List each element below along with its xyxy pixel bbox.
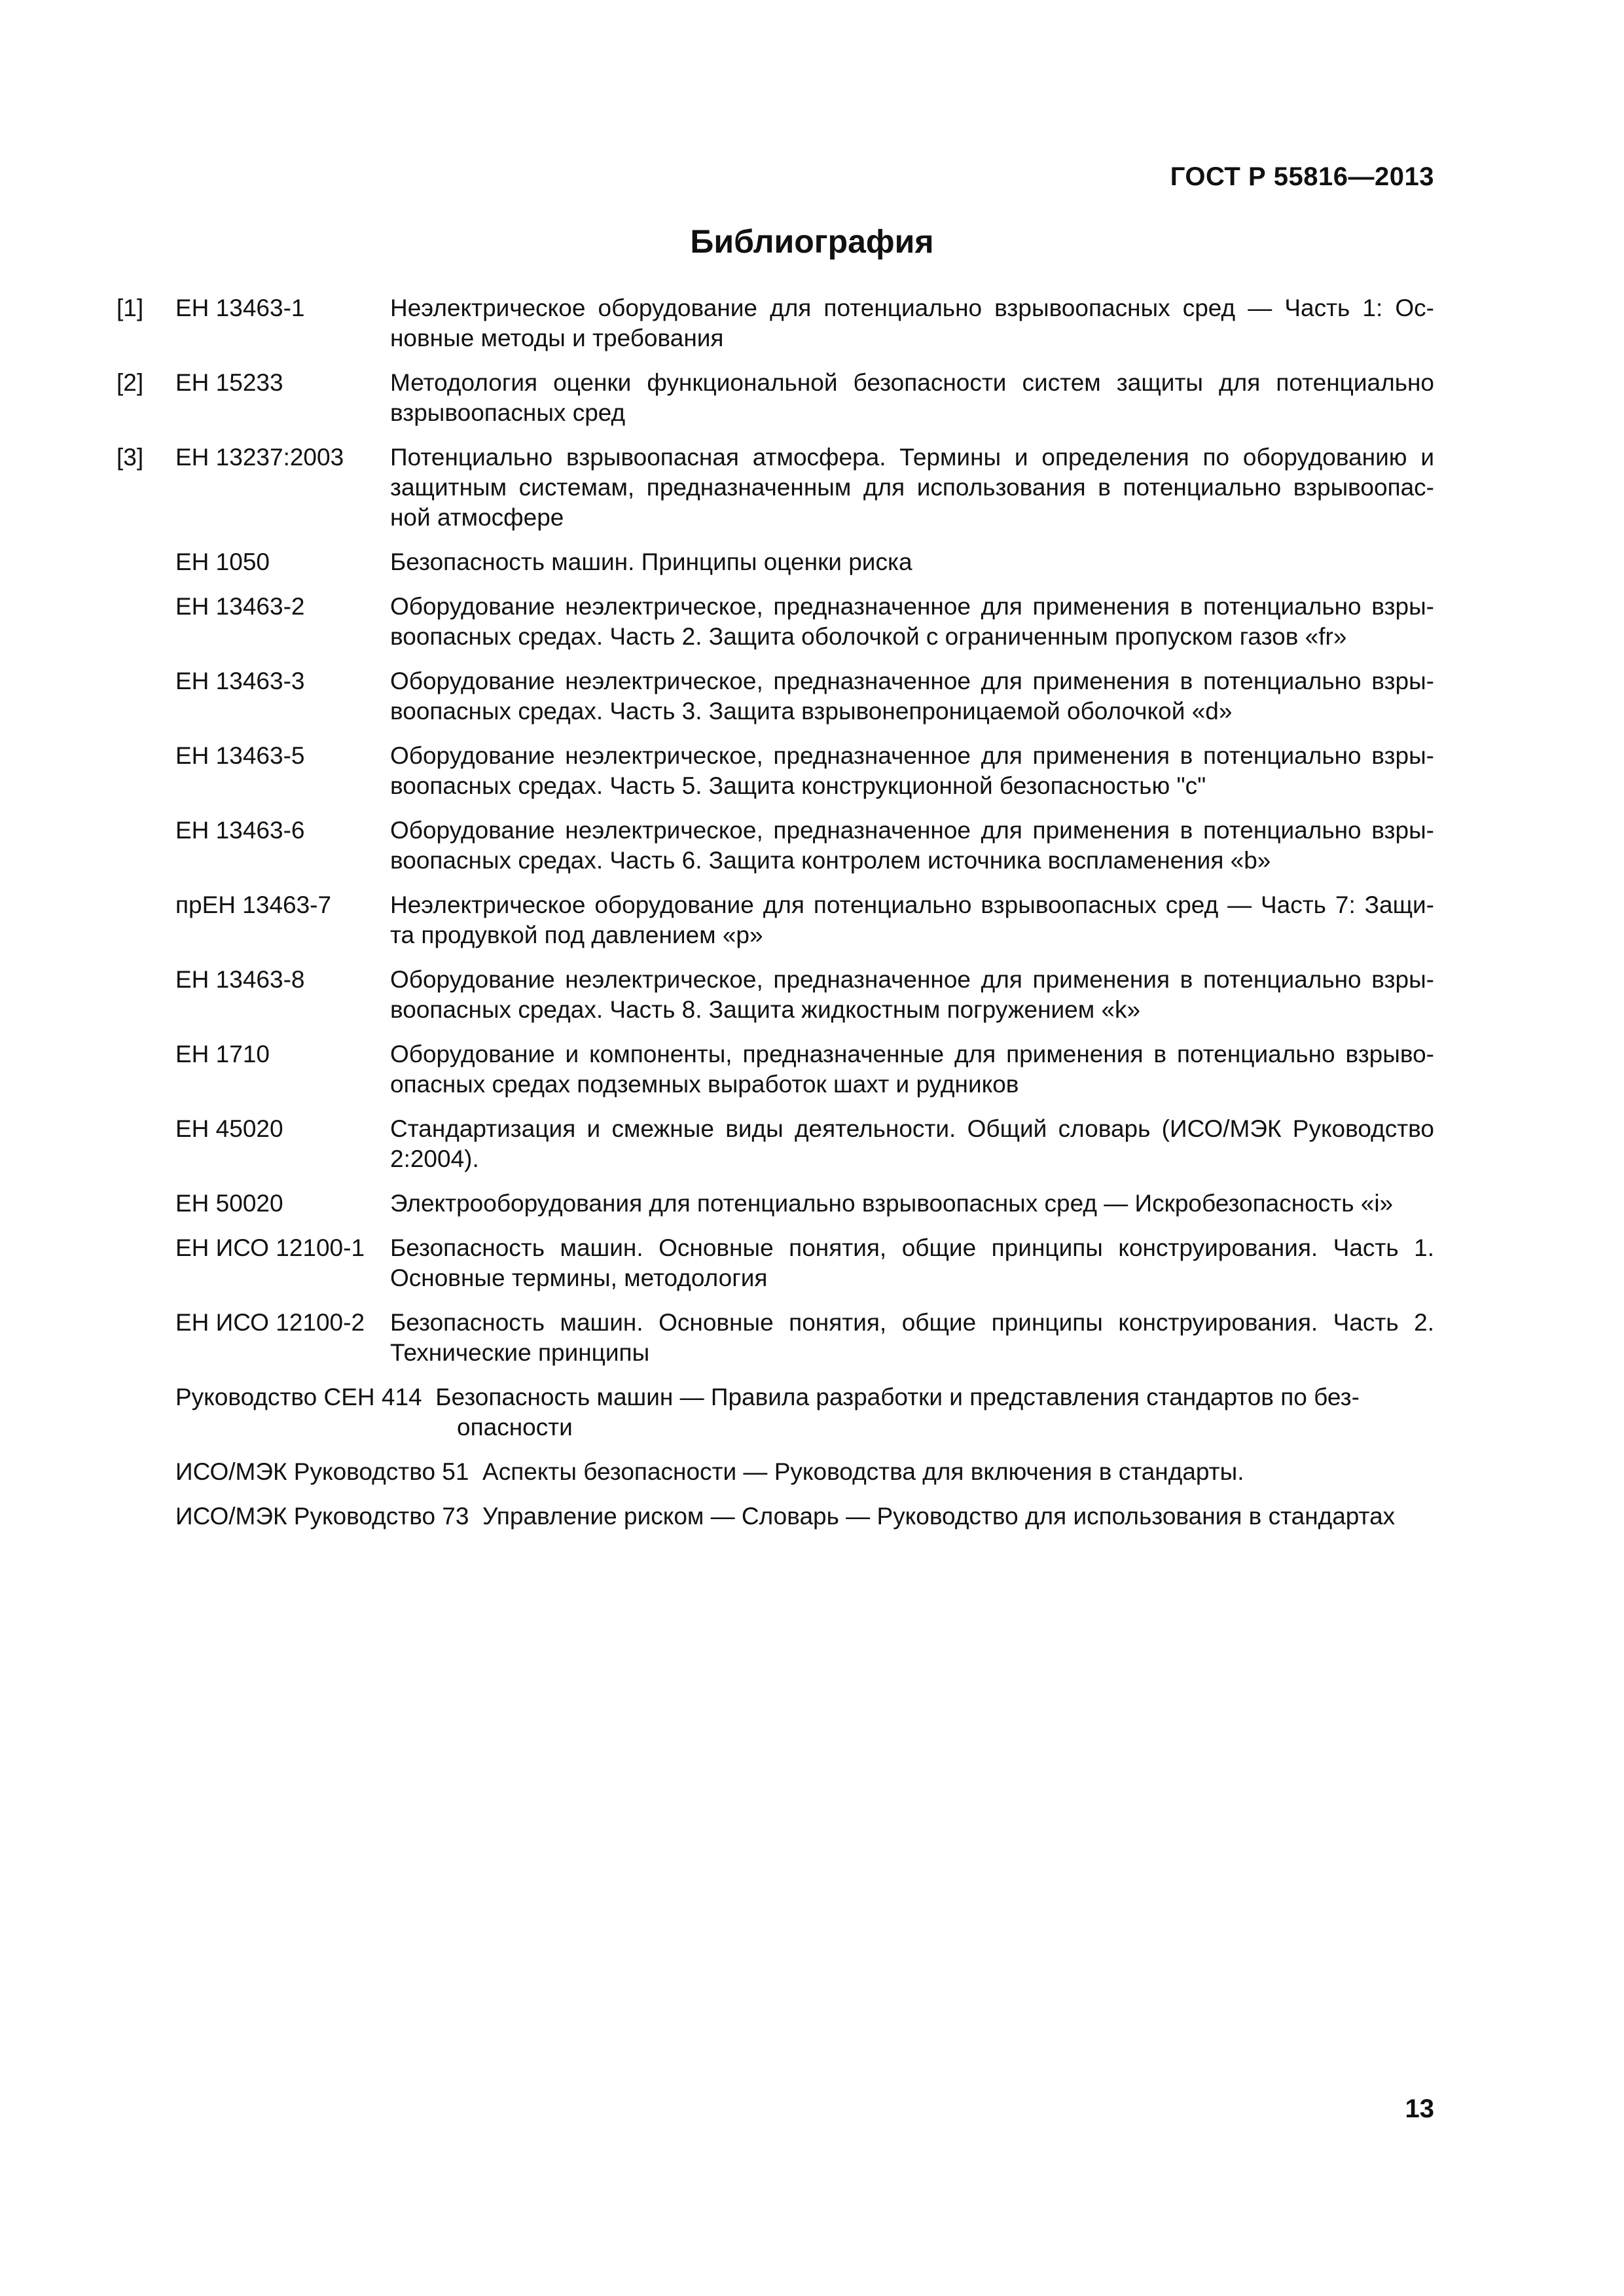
- bibliography-entry: [117, 816, 1434, 876]
- entry-code: ЕН ИСО 12100-1: [175, 1234, 365, 1261]
- entry-description: Оборудование неэлектрическое, предназначенное для применения в потенциально взры-воопасных средах. Часть 6. Защита контролем источника воспламенения «b»: [390, 817, 1434, 874]
- entry-description: Неэлектрическое оборудование для потенциально взрывоопасных сред — Часть 7: Защи-та продувкой под давлением «р»: [390, 891, 1434, 948]
- entry-description: Безопасность машин. Основные понятия, общие принципы конструирования. Часть 2. Технические принципы: [390, 1309, 1434, 1366]
- bibliography-entry: [117, 1189, 1434, 1219]
- document-code: ГОСТ Р 55816—2013: [1170, 162, 1434, 191]
- bibliography-entry: [117, 547, 1434, 577]
- bibliography-entry: [117, 442, 1434, 533]
- entry-code: ЕН 50020: [175, 1190, 283, 1217]
- entry-code: ЕН 13237:2003: [175, 444, 344, 471]
- bibliography-entry: [117, 592, 1434, 652]
- entry-description: Методология оценки функциональной безопасности систем защиты для потенциально взрывоопасных сред: [390, 369, 1434, 426]
- entry-code: ЕН 13463-2: [175, 593, 305, 620]
- entry-code: ЕН 1710: [175, 1041, 270, 1067]
- bibliography-entry: [117, 965, 1434, 1025]
- entry-description: Потенциально взрывоопасная атмосфера. Термины и определения по оборудованию и защитным системам, предназначенным для использования в потенциально взрывоопас-ной атмосфере: [390, 444, 1434, 531]
- bibliography-entry: [117, 1308, 1434, 1368]
- entry-description: Оборудование неэлектрическое, предназначенное для применения в потенциально взры-воопасных средах. Часть 3. Защита взрывонепроницаемой оболочкой «d»: [390, 668, 1434, 725]
- entry-description: Стандартизация и смежные виды деятельности. Общий словарь (ИСО/МЭК Руководство 2:2004).: [390, 1115, 1434, 1172]
- entry-code: ИСО/МЭК Руководство 73: [175, 1503, 469, 1530]
- entry-code: ЕН 13463-1: [175, 295, 305, 321]
- entry-code: ЕН 13463-8: [175, 966, 305, 993]
- entry-code: ЕН ИСО 12100-2: [175, 1309, 365, 1336]
- page-number: 13: [1405, 2094, 1434, 2123]
- entry-code: ИСО/МЭК Руководство 51: [175, 1458, 469, 1485]
- entry-code: ЕН 13463-6: [175, 817, 305, 844]
- bibliography-entry: [117, 368, 1434, 428]
- entry-description: Безопасность машин. Основные понятия, общие принципы конструирования. Часть 1. Основные термины, методология: [390, 1234, 1434, 1291]
- entry-code: ЕН 13463-3: [175, 668, 305, 694]
- bibliography-entry: [117, 1039, 1434, 1100]
- bibliography-entry: [117, 741, 1434, 801]
- entry-description: Оборудование неэлектрическое, предназначенное для применения в потенциально взры-воопасных средах. Часть 8. Защита жидкостным погружением «k»: [390, 966, 1434, 1023]
- bibliography-entry-inline: [117, 1457, 1434, 1487]
- entry-code: ЕН 13463-5: [175, 742, 305, 769]
- entry-description: Безопасность машин. Принципы оценки риска: [390, 548, 912, 575]
- bibliography-entry: [117, 1233, 1434, 1293]
- bibliography-entry: [117, 293, 1434, 353]
- entry-code: прЕН 13463-7: [175, 891, 332, 918]
- bibliography-entry: [117, 666, 1434, 726]
- entry-number: [3]: [117, 444, 144, 471]
- bibliography-entry-inline: [117, 1382, 1434, 1443]
- entry-description: Оборудование неэлектрическое, предназначенное для применения в потенциально взры-воопасных средах. Часть 2. Защита оболочкой с ограниченным пропуском газов «fr»: [390, 593, 1434, 650]
- entry-description: Оборудование неэлектрическое, предназначенное для применения в потенциально взры-воопасных средах. Часть 5. Защита конструкционной безопасностью "c": [390, 742, 1434, 799]
- bibliography-entry: [117, 890, 1434, 950]
- entry-code: ЕН 45020: [175, 1115, 283, 1142]
- entry-number: [1]: [117, 295, 144, 321]
- entry-code: Руководство СЕН 414: [175, 1384, 422, 1410]
- bibliography-list: [117, 293, 1434, 1546]
- entry-code: ЕН 15233: [175, 369, 283, 396]
- entry-description: Аспекты безопасности — Руководства для включения в стандарты.: [482, 1458, 1244, 1485]
- bibliography-entry: [117, 1114, 1434, 1174]
- bibliography-entry-inline: [117, 1501, 1434, 1532]
- page-title: Библиография: [690, 223, 934, 260]
- entry-description: Электрооборудования для потенциально взрывоопасных сред — Искробезопасность «i»: [390, 1190, 1394, 1217]
- entry-description: Оборудование и компоненты, предназначенные для применения в потенциально взрыво-опасных средах подземных выработок шахт и рудников: [390, 1041, 1434, 1098]
- entry-number: [2]: [117, 369, 144, 396]
- entry-code: ЕН 1050: [175, 548, 270, 575]
- entry-description: Управление риском — Словарь — Руководство для использования в стандартах: [482, 1503, 1396, 1530]
- entry-description: Неэлектрическое оборудование для потенциально взрывоопасных сред — Часть 1: Ос-новные методы и требования: [390, 295, 1434, 351]
- entry-description-continued: опасности: [457, 1414, 573, 1441]
- entry-description: Безопасность машин — Правила разработки и представления стандартов по без-: [435, 1384, 1360, 1410]
